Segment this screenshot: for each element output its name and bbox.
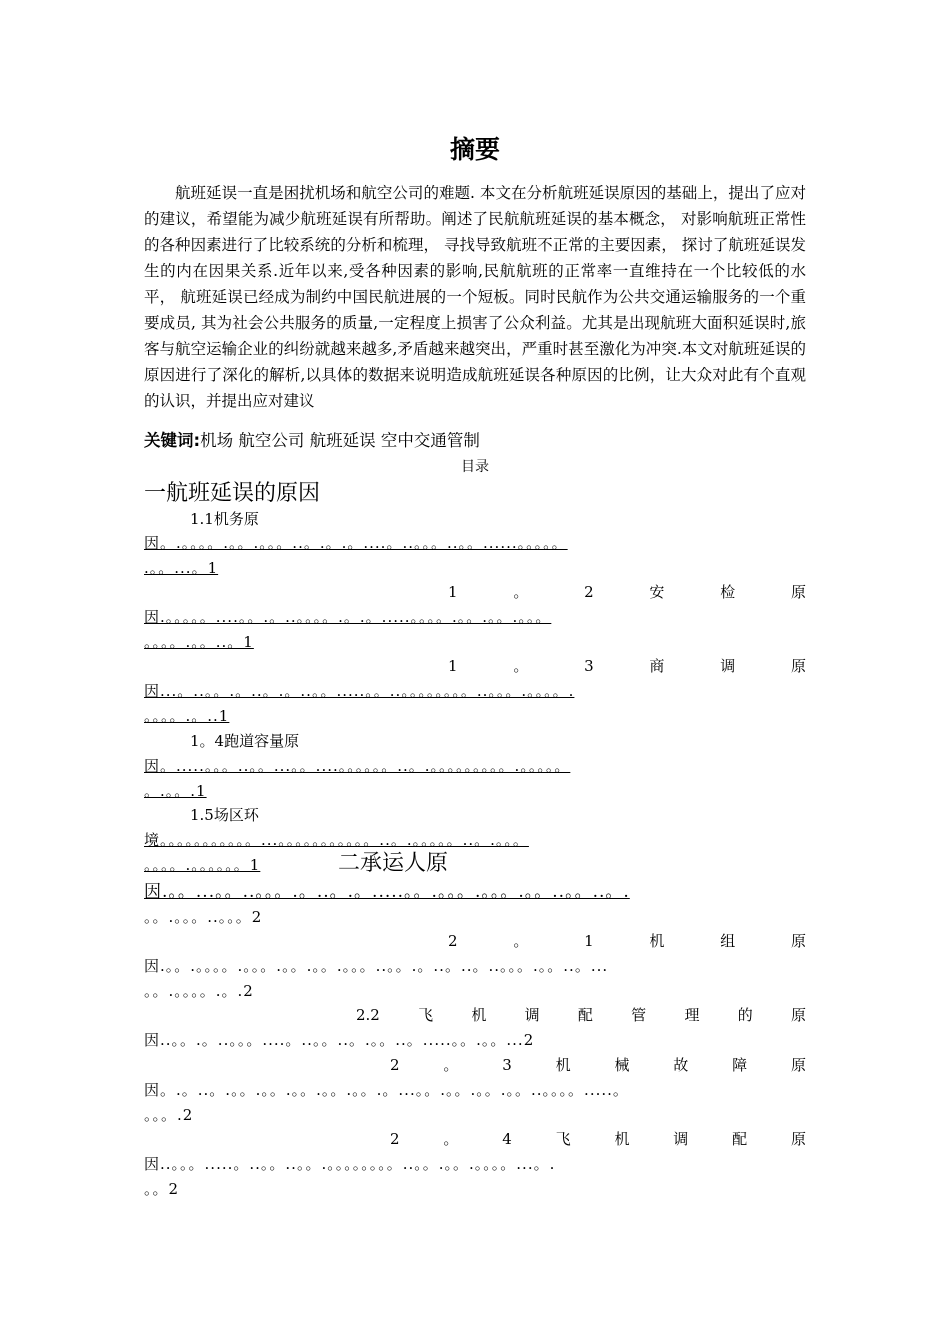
toc-entry-2-3-part: 2 xyxy=(390,1056,400,1074)
toc-entry-1-3-title xyxy=(448,654,806,678)
toc-entry-1-3-part: 调 xyxy=(720,657,736,675)
toc-entry-1-3-page: 。。。。.。..1 xyxy=(144,707,230,725)
toc-entry-2-4-page: 。。2 xyxy=(144,1180,180,1198)
toc-entry-1-3-part: 。 xyxy=(513,657,529,675)
toc-entry-2-1-title xyxy=(448,929,806,953)
toc-entry-1-2-part: 2 xyxy=(584,583,594,601)
toc-entry-1-2-title xyxy=(448,580,806,604)
toc-entry-2-3-part: 原 xyxy=(790,1056,806,1074)
toc-entry-1-3-part: 3 xyxy=(584,657,594,675)
toc-entry-1-2-part: 安 xyxy=(649,583,665,601)
toc-entry-2-1-part: 组 xyxy=(720,932,736,950)
toc-entry-2-3-part: 。 xyxy=(443,1056,459,1074)
toc-entry-2-1-part: 。 xyxy=(513,932,529,950)
toc-entry-1-5-title: 1.5场区环 xyxy=(190,806,259,824)
toc-entry-2-4-part: 机 xyxy=(614,1130,630,1148)
toc-entry-2-2-part: 调 xyxy=(524,1006,540,1024)
toc-entry-1-3-leader: 因...。..。。.。..。.。..。。.....。。..。。。。。。。。..。。。.。。。。. xyxy=(144,682,575,700)
toc-entry-2-2-part: 2.2 xyxy=(356,1006,380,1024)
toc-entry-1-4-title: 1。4跑道容量原 xyxy=(190,732,300,750)
toc-entry-1-1-page: .。。...。1 xyxy=(144,559,219,577)
toc-entry-2-2-part: 配 xyxy=(577,1006,593,1024)
toc-entry-2-4-part: 4 xyxy=(502,1130,512,1148)
toc-entry-1-4-leader: 因。.....。。。..。。...。。....。。。。。。..。.。。。。。。。。。.。。。。。 xyxy=(144,757,571,775)
toc-entry-2-1-part: 1 xyxy=(584,932,594,950)
toc-entry-2-1-leader: 因.。。.。。。。.。。。.。。.。。.。。。..。。.。..。..。..。。。.。。..。... xyxy=(144,957,609,975)
toc-entry-2-3-part: 机 xyxy=(555,1056,571,1074)
toc-entry-1-2-leader: 因.。。。。。....。。.。..。。。。.。.。.....。。。。.。。.。。.。。。 xyxy=(144,608,552,626)
toc-section-1-title: 一航班延误的原因 xyxy=(144,481,321,506)
toc-entry-2-1-part: 机 xyxy=(649,932,665,950)
toc-entry-2-1-page: 。。.。。。。.。.2 xyxy=(144,982,254,1000)
toc-entry-2-3-part: 故 xyxy=(673,1056,689,1074)
toc-section-2-page: 。。.。。。..。。。2 xyxy=(144,908,263,926)
toc-entry-2-4-part: 飞 xyxy=(555,1130,571,1148)
toc-entry-1-2-part: 检 xyxy=(720,583,736,601)
toc-section-2-leader: 因.。。...。。..。。。.。..。.。.....。。.。。。.。。。.。。..。。..。. xyxy=(144,882,630,902)
page-title: 摘要 xyxy=(449,135,500,164)
toc-entry-2-4-title xyxy=(390,1127,806,1151)
toc-entry-2-4-part: 2 xyxy=(390,1130,400,1148)
toc-entry-2-4-part: 调 xyxy=(673,1130,689,1148)
toc-section-2-title: 二承运人原 xyxy=(338,851,449,876)
abstract-paragraph: 航班延误一直是困扰机场和航空公司的难题. 本文在分析航班延误原因的基础上，提出了应对的建议，希望能为减少航班延误有所帮助。阐述了民航航班延误的基本概念， 对影响航班正常性的各种因素进行了比较系统的分析和梳理， 寻找导致航班不正常的主要因素， 探讨了航班延误发生的内在因果关系.近年以来,受各种因素的影响,民航航班的正常率一直维持在一个比较低的水平， 航班延误已经成为制约中国民航进展的一个短板。同时民航作为公共交通运输服务的一个重要成员, 其为社会公共服务的质量,一定程度上损害了公众利益。尤其是出现航班大面积延误时,旅客与航空运输企业的纠纷就越来越多,矛盾越来越突出，严重时甚至激化为冲突.本文对航班延误的原因进行了深化的解析,以具体的数据来说明造成航班延误各种原因的比例，让大众对此有个直观的认识，并提出应对建议 xyxy=(144,184,806,410)
toc-entry-2-3-leader: 因。.。..。.。。.。。.。。.。。.。。.。...。。.。。.。。.。。..。。。。.....。 xyxy=(144,1081,629,1099)
toc-entry-1-3-part: 商 xyxy=(649,657,665,675)
toc-entry-2-4-part: 。 xyxy=(443,1130,459,1148)
toc-entry-1-2-part: 1 xyxy=(448,583,458,601)
toc-entry-2-2-part: 原 xyxy=(790,1006,806,1024)
toc-entry-2-3-part: 3 xyxy=(502,1056,512,1074)
keywords-text: 机场 航空公司 航班延误 空中交通管制 xyxy=(200,431,480,450)
toc-entry-2-4-leader: 因..。。。.....。..。。..。。.。。。。。。。。..。。.。。.。。。。...。. xyxy=(144,1155,556,1173)
toc-entry-2-4-part: 配 xyxy=(732,1130,748,1148)
toc-entry-2-2-leader: 因..。。.。..。。。....。..。。..。.。。..。.....。。.。。...2 xyxy=(144,1031,535,1049)
toc-entry-1-3-part: 原 xyxy=(790,657,806,675)
toc-entry-2-4-part: 原 xyxy=(790,1130,806,1148)
toc-entry-1-2-part: 原 xyxy=(790,583,806,601)
toc-entry-2-2-part: 的 xyxy=(737,1006,753,1024)
toc-entry-1-4-page: 。.。。.1 xyxy=(144,782,207,800)
toc-entry-2-2-part: 飞 xyxy=(418,1006,434,1024)
toc-entry-2-3-part: 械 xyxy=(614,1056,630,1074)
toc-entry-2-1-part: 2 xyxy=(448,932,458,950)
toc-entry-1-5-page: 。。。。.。。。。。。1 xyxy=(144,856,261,874)
toc-entry-2-2-part: 机 xyxy=(471,1006,487,1024)
toc-entry-1-1-leader: 因。.。。。。.。。.。。。..。.。.。....。..。。。..。。......。。。。。 xyxy=(144,534,568,552)
keywords-label: 关键词: xyxy=(144,431,201,450)
toc-entry-1-2-part: 。 xyxy=(513,583,529,601)
toc-entry-2-1-part: 原 xyxy=(790,932,806,950)
toc-entry-2-3-title xyxy=(390,1053,806,1077)
toc-entry-2-3-part: 障 xyxy=(732,1056,748,1074)
toc-entry-1-5-leader: 境。。。。。。。。。。。...。。。。。。。。。。。..。.。。。。。..。.。。。 xyxy=(144,831,529,849)
keywords-line xyxy=(144,428,806,454)
toc-entry-1-3-part: 1 xyxy=(448,657,458,675)
toc-entry-2-2-part: 理 xyxy=(684,1006,700,1024)
toc-entry-2-2-part: 管 xyxy=(631,1006,647,1024)
toc-entry-2-3-page: 。。。.2 xyxy=(144,1106,194,1124)
toc-entry-2-2-title xyxy=(356,1003,806,1027)
toc-entry-1-2-page: 。。。。.。。..。1 xyxy=(144,633,254,651)
toc-entry-1-1-title: 1.1机务原 xyxy=(190,510,259,528)
toc-title: 目录 xyxy=(461,459,489,475)
